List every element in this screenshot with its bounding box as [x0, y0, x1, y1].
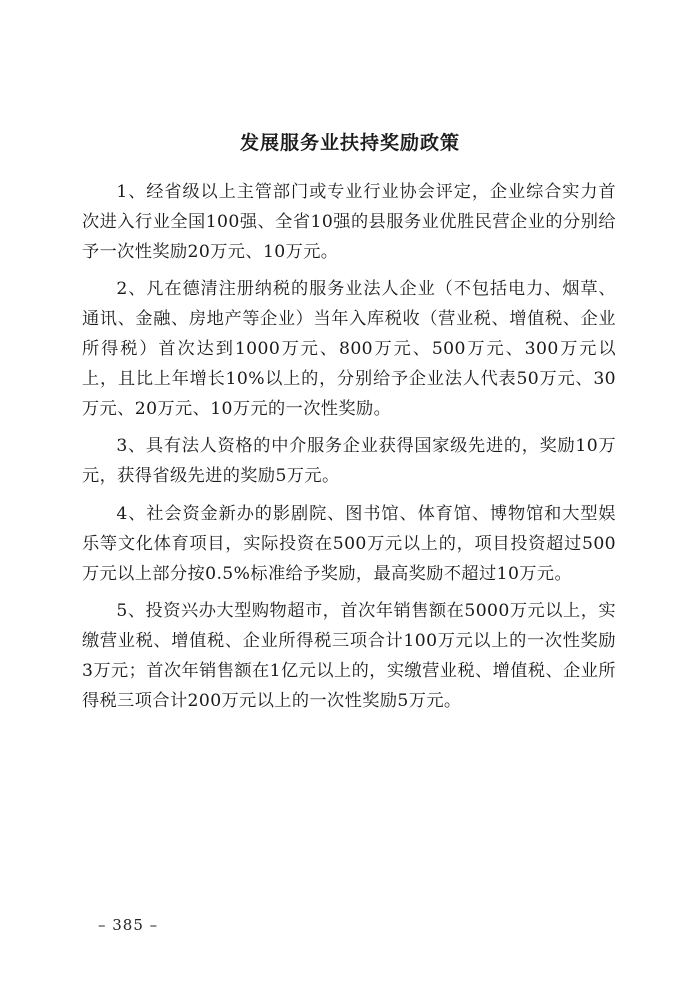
document-body [82, 178, 616, 725]
document-title: 发展服务业扶持奖励政策 [239, 132, 460, 154]
policy-item-1: 1、经省级以上主管部门或专业行业协会评定，企业综合实力首次进入行业全国100强、全省10强的县服务业优胜民营企业的分别给予一次性奖励20万元、10万元。 [82, 182, 616, 262]
policy-item-3: 3、具有法人资格的中介服务企业获得国家级先进的，奖励10万元，获得省级先进的奖励5万元。 [82, 436, 616, 487]
policy-item-4: 4、社会资金新办的影剧院、图书馆、体育馆、博物馆和大型娱乐等文化体育项目，实际投资在500万元以上的，项目投资超过500万元以上部分按0.5%标准给予奖励，最高奖励不超过10万元。 [82, 503, 616, 584]
policy-item-2: 2、凡在德清注册纳税的服务业法人企业（不包括电力、烟草、通讯、金融、房地产等企业）当年入库税收（营业税、增值税、企业所得税）首次达到1000万元、800万元、500万元、300万元以上，且比上年增长10%以上的，分别给予企业法人代表50万元、30万元、20万元、10万元的一次性奖励。 [82, 279, 616, 419]
page-number: – 385 – [98, 916, 159, 934]
policy-item-5: 5、投资兴办大型购物超市，首次年销售额在5000万元以上，实缴营业税、增值税、企业所得税三项合计100万元以上的一次性奖励3万元；首次年销售额在1亿元以上的，实缴营业税、增值税、企业所得税三项合计200万元以上的一次性奖励5万元。 [82, 601, 616, 711]
